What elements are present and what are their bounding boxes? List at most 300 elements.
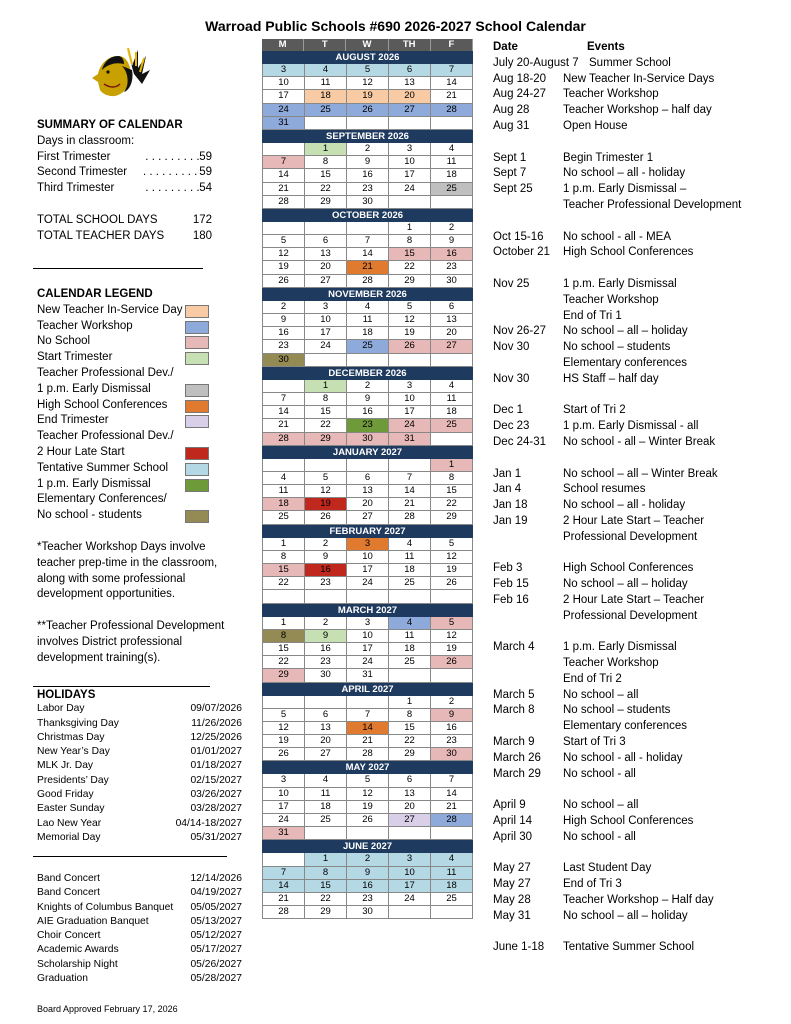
event-date: Nov 30 xyxy=(493,372,530,385)
footnote-line: development opportunities. xyxy=(37,588,176,601)
day-cell: 28 xyxy=(431,814,473,827)
event-text: Elementary conferences xyxy=(563,720,688,733)
day-cell: 29 xyxy=(389,748,431,761)
day-cell: 13 xyxy=(347,485,389,498)
day-cell: 14 xyxy=(431,77,473,90)
event-date: Sept 7 xyxy=(493,167,527,180)
month-header: JUNE 2027 xyxy=(262,840,473,853)
event-text: Teacher Workshop xyxy=(563,657,659,670)
day-cell xyxy=(389,196,431,209)
dot-leader: . . . . . . . . . xyxy=(143,182,200,195)
event-date: Aug 24-27 xyxy=(493,88,547,101)
day-cell: 4 xyxy=(389,538,431,551)
month-block xyxy=(262,525,473,604)
day-cell: 11 xyxy=(347,314,389,327)
day-cell: 11 xyxy=(431,156,473,169)
event-text: No school – all xyxy=(563,799,639,812)
day-cell: 13 xyxy=(431,314,473,327)
day-cell: 16 xyxy=(305,564,347,577)
day-cell: 9 xyxy=(262,314,305,327)
legend-swatch xyxy=(185,305,209,318)
day-cell xyxy=(389,906,431,919)
day-cell: 25 xyxy=(431,183,473,196)
school-event-date: 04/19/2027 xyxy=(190,887,242,899)
trimester-label: Third Trimester xyxy=(37,182,115,195)
day-cell: 15 xyxy=(431,485,473,498)
footnote-line: along with some professional xyxy=(37,572,186,585)
event-date: Sept 25 xyxy=(493,183,533,196)
week-row xyxy=(262,630,473,643)
school-event-row xyxy=(37,915,242,929)
day-cell: 8 xyxy=(305,156,347,169)
day-cell: 15 xyxy=(389,248,431,261)
day-cell: 18 xyxy=(262,498,305,511)
day-cell: 4 xyxy=(305,774,347,787)
day-cell: 27 xyxy=(431,340,473,353)
day-cell xyxy=(347,696,389,709)
event-text: HS Staff – half day xyxy=(563,372,659,385)
day-cell xyxy=(347,590,389,603)
holiday-name: Easter Sunday xyxy=(37,803,105,815)
month-header: DECEMBER 2026 xyxy=(262,367,473,380)
day-cell: 6 xyxy=(347,472,389,485)
event-text: Teacher Workshop xyxy=(563,88,659,101)
day-cell xyxy=(389,459,431,472)
day-cell xyxy=(347,827,389,840)
footnote xyxy=(37,619,257,666)
day-cell: 17 xyxy=(389,406,431,419)
week-row xyxy=(262,419,473,432)
day-cell: 6 xyxy=(389,64,431,77)
day-cell: 19 xyxy=(389,327,431,340)
week-row xyxy=(262,498,473,511)
day-cell: 12 xyxy=(431,630,473,643)
event-date: May 28 xyxy=(493,894,531,907)
event-date: March 9 xyxy=(493,736,535,749)
day-cell: 4 xyxy=(305,64,347,77)
day-cell: 5 xyxy=(347,774,389,787)
day-cell: 20 xyxy=(347,498,389,511)
day-cell: 13 xyxy=(305,722,347,735)
day-cell: 31 xyxy=(347,669,389,682)
week-row xyxy=(262,853,473,866)
day-cell xyxy=(305,696,347,709)
trimester-label: Second Trimester xyxy=(37,166,128,179)
holiday-row xyxy=(37,774,242,788)
week-row xyxy=(262,183,473,196)
holiday-date: 01/18/2027 xyxy=(190,760,242,772)
day-cell xyxy=(305,459,347,472)
school-event-date: 05/13/2027 xyxy=(190,915,242,927)
school-event-row xyxy=(37,929,242,943)
day-cell xyxy=(389,827,431,840)
event-date: March 8 xyxy=(493,704,535,717)
day-cell xyxy=(431,117,473,130)
trimester-label: First Trimester xyxy=(37,150,111,163)
day-cell: 18 xyxy=(389,643,431,656)
day-cell: 14 xyxy=(347,722,389,735)
day-cell: 16 xyxy=(262,327,305,340)
day-cell: 15 xyxy=(305,406,347,419)
week-row xyxy=(262,235,473,248)
day-cell: 31 xyxy=(389,433,431,446)
day-cell: 10 xyxy=(262,77,305,90)
day-cell: 31 xyxy=(262,827,305,840)
school-event-row xyxy=(37,958,242,972)
month-block xyxy=(262,288,473,367)
day-cell: 11 xyxy=(431,867,473,880)
week-row xyxy=(262,577,473,590)
day-cell xyxy=(305,827,347,840)
event-date: Jan 18 xyxy=(493,499,528,512)
day-cell xyxy=(431,669,473,682)
legend-swatch xyxy=(185,384,209,397)
day-cell: 9 xyxy=(347,393,389,406)
day-cell: 4 xyxy=(431,380,473,393)
day-cell: 29 xyxy=(305,433,347,446)
holiday-name: Labor Day xyxy=(37,703,85,715)
event-date: March 5 xyxy=(493,688,535,701)
day-cell: 18 xyxy=(431,406,473,419)
month-header: SEPTEMBER 2026 xyxy=(262,130,473,143)
week-row xyxy=(262,788,473,801)
day-cell: 24 xyxy=(389,419,431,432)
legend-item xyxy=(37,366,227,398)
event-date: July 20-August 7 xyxy=(493,56,579,69)
week-row xyxy=(262,709,473,722)
day-cell: 1 xyxy=(305,380,347,393)
dot-leader: . . . . . . . . . xyxy=(143,166,198,179)
day-cell: 17 xyxy=(347,643,389,656)
event-text: Elementary conferences xyxy=(563,356,688,369)
week-row xyxy=(262,656,473,669)
day-cell: 28 xyxy=(262,906,305,919)
day-cell: 24 xyxy=(389,183,431,196)
month-block xyxy=(262,761,473,840)
trimester-days: 59 xyxy=(199,150,212,163)
legend-label: Tentative Summer School xyxy=(37,461,169,474)
day-cell: 17 xyxy=(262,90,305,103)
event-text: High School Conferences xyxy=(563,246,694,259)
week-row xyxy=(262,314,473,327)
day-cell xyxy=(262,380,305,393)
week-row xyxy=(262,354,473,367)
week-row xyxy=(262,472,473,485)
day-cell: 14 xyxy=(389,485,431,498)
day-cell: 21 xyxy=(262,183,305,196)
day-cell: 1 xyxy=(262,538,305,551)
week-row xyxy=(262,90,473,103)
day-cell: 12 xyxy=(347,788,389,801)
week-row xyxy=(262,617,473,630)
event-text: Professional Development xyxy=(563,609,698,622)
event-date: Feb 15 xyxy=(493,578,529,591)
day-cell: 29 xyxy=(389,275,431,288)
legend-label: No School xyxy=(37,335,91,348)
days-label: Days in classroom: xyxy=(37,134,135,147)
day-cell: 27 xyxy=(347,511,389,524)
day-cell: 24 xyxy=(262,104,305,117)
day-cell: 19 xyxy=(347,801,389,814)
legend-label: Teacher Workshop xyxy=(37,319,133,332)
week-row xyxy=(262,485,473,498)
event-text: New Teacher In-Service Days xyxy=(563,72,715,85)
day-cell: 16 xyxy=(431,722,473,735)
day-cell: 15 xyxy=(262,643,305,656)
event-date: Jan 4 xyxy=(493,483,522,496)
day-cell: 4 xyxy=(431,143,473,156)
day-cell xyxy=(305,222,347,235)
event-date: Dec 23 xyxy=(493,420,530,433)
total-label: TOTAL TEACHER DAYS xyxy=(37,229,165,242)
day-cell xyxy=(431,433,473,446)
legend-label: 1 p.m. Early Dismissal xyxy=(37,382,151,395)
week-row xyxy=(262,393,473,406)
day-cell: 24 xyxy=(347,656,389,669)
day-cell: 30 xyxy=(305,669,347,682)
event-date: May 31 xyxy=(493,909,531,922)
events-header: Events xyxy=(587,41,625,53)
day-cell: 27 xyxy=(389,814,431,827)
school-event-date: 12/14/2026 xyxy=(190,873,242,884)
day-cell: 2 xyxy=(305,617,347,630)
day-cell: 27 xyxy=(389,104,431,117)
week-row xyxy=(262,538,473,551)
day-cell: 7 xyxy=(347,235,389,248)
day-cell: 17 xyxy=(347,564,389,577)
day-cell: 14 xyxy=(347,248,389,261)
event-text: Open House xyxy=(563,119,628,132)
legend-swatch xyxy=(185,463,209,476)
day-cell: 25 xyxy=(347,340,389,353)
holiday-date: 03/28/2027 xyxy=(190,803,242,815)
day-cell: 23 xyxy=(305,656,347,669)
day-cell: 24 xyxy=(389,893,431,906)
day-cell: 1 xyxy=(305,143,347,156)
legend-item xyxy=(37,461,227,477)
event-date: March 29 xyxy=(493,767,541,780)
day-cell: 26 xyxy=(389,340,431,353)
day-cell: 25 xyxy=(431,419,473,432)
school-event-name: AIE Graduation Banquet xyxy=(37,915,149,927)
holiday-name: MLK Jr. Day xyxy=(37,760,94,772)
day-cell: 12 xyxy=(347,77,389,90)
legend-item xyxy=(37,492,227,524)
week-row xyxy=(262,590,473,603)
day-cell: 25 xyxy=(262,511,305,524)
day-cell xyxy=(262,696,305,709)
legend-swatch xyxy=(185,479,209,492)
day-cell xyxy=(347,117,389,130)
legend-swatch xyxy=(185,400,209,413)
event-text: Summer School xyxy=(589,56,671,69)
day-cell: 19 xyxy=(262,735,305,748)
week-row xyxy=(262,696,473,709)
event-date: Nov 26-27 xyxy=(493,325,547,338)
day-cell: 5 xyxy=(431,538,473,551)
event-text: Begin Trimester 1 xyxy=(563,151,654,164)
week-row xyxy=(262,814,473,827)
day-cell: 13 xyxy=(305,248,347,261)
day-cell: 18 xyxy=(305,801,347,814)
week-row xyxy=(262,406,473,419)
week-row xyxy=(262,196,473,209)
month-header: MARCH 2027 xyxy=(262,604,473,617)
day-cell: 19 xyxy=(305,498,347,511)
date-header: Date xyxy=(493,41,518,53)
holiday-row xyxy=(37,731,242,745)
event-text: No school – students xyxy=(563,341,671,354)
holiday-row xyxy=(37,717,242,731)
legend-item xyxy=(37,429,227,461)
day-cell: 3 xyxy=(347,538,389,551)
day-cell: 3 xyxy=(262,64,305,77)
page-title: Warroad Public Schools #690 2026-2027 School Calendar xyxy=(205,18,586,34)
day-cell: 22 xyxy=(262,656,305,669)
day-cell: 10 xyxy=(389,393,431,406)
day-cell: 3 xyxy=(305,301,347,314)
school-event-name: Graduation xyxy=(37,973,88,985)
event-text: No school - all - MEA xyxy=(563,230,672,243)
month-block xyxy=(262,840,473,919)
day-cell: 21 xyxy=(347,261,389,274)
day-cell: 9 xyxy=(431,709,473,722)
event-text: No school - all xyxy=(563,830,636,843)
day-cell: 3 xyxy=(389,853,431,866)
day-cell: 2 xyxy=(431,696,473,709)
day-cell: 18 xyxy=(389,564,431,577)
legend-label: Teacher Professional Dev./ xyxy=(37,366,174,379)
school-event-date: 05/26/2027 xyxy=(190,958,242,970)
summary-heading: SUMMARY OF CALENDAR xyxy=(37,119,183,131)
day-cell: 21 xyxy=(262,893,305,906)
holiday-row xyxy=(37,702,242,716)
event-text: No school – all – holiday xyxy=(563,909,688,922)
event-date: Aug 28 xyxy=(493,104,530,117)
holiday-date: 11/26/2026 xyxy=(191,717,242,729)
event-text: 1 p.m. Early Dismissal – xyxy=(563,183,687,196)
event-text: School resumes xyxy=(563,483,646,496)
day-cell: 26 xyxy=(305,511,347,524)
holiday-row xyxy=(37,745,242,759)
event-text: 1 p.m. Early Dismissal xyxy=(563,641,677,654)
holiday-row xyxy=(37,831,242,845)
legend-heading: CALENDAR LEGEND xyxy=(37,288,153,300)
week-row xyxy=(262,564,473,577)
day-cell: 24 xyxy=(305,340,347,353)
day-cell: 7 xyxy=(262,156,305,169)
day-cell: 30 xyxy=(431,748,473,761)
day-cell: 21 xyxy=(389,498,431,511)
event-date: Feb 16 xyxy=(493,593,529,606)
event-date: October 21 xyxy=(493,246,550,259)
week-row xyxy=(262,893,473,906)
day-cell: 2 xyxy=(347,853,389,866)
event-text: No school – all - holiday xyxy=(563,167,686,180)
day-cell: 30 xyxy=(347,196,389,209)
day-cell xyxy=(389,669,431,682)
day-cell: 20 xyxy=(305,261,347,274)
weekday-label: M xyxy=(262,39,304,51)
day-cell: 28 xyxy=(262,196,305,209)
day-cell: 23 xyxy=(347,183,389,196)
day-cell: 8 xyxy=(262,551,305,564)
week-row xyxy=(262,722,473,735)
day-cell: 23 xyxy=(347,893,389,906)
board-approved-note: Board Approved February 17, 2026 xyxy=(37,1004,178,1014)
event-text: 1 p.m. Early Dismissal xyxy=(563,277,677,290)
day-cell xyxy=(262,590,305,603)
legend-item xyxy=(37,477,227,493)
day-cell: 8 xyxy=(262,630,305,643)
school-event-name: Academic Awards xyxy=(37,944,119,956)
school-event-row xyxy=(37,886,242,900)
day-cell: 17 xyxy=(305,327,347,340)
week-row xyxy=(262,77,473,90)
legend-swatch xyxy=(185,352,209,365)
day-cell: 23 xyxy=(431,261,473,274)
day-cell: 11 xyxy=(305,788,347,801)
event-text: No school – students xyxy=(563,704,671,717)
week-row xyxy=(262,459,473,472)
trimester-days: 54 xyxy=(199,182,212,195)
day-cell: 6 xyxy=(431,301,473,314)
legend-swatch xyxy=(185,321,209,334)
month-header: MAY 2027 xyxy=(262,761,473,774)
school-event-row xyxy=(37,901,242,915)
school-event-name: Knights of Columbus Banquet xyxy=(37,901,174,913)
month-block xyxy=(262,130,473,209)
day-cell: 24 xyxy=(262,814,305,827)
event-date: May 27 xyxy=(493,878,531,891)
holiday-date: 09/07/2026 xyxy=(190,703,242,715)
holiday-row xyxy=(37,817,242,831)
holiday-name: Good Friday xyxy=(37,789,94,801)
day-cell xyxy=(431,196,473,209)
holidays-heading: HOLIDAYS xyxy=(37,689,96,701)
day-cell: 2 xyxy=(305,538,347,551)
day-cell: 2 xyxy=(347,380,389,393)
day-cell: 25 xyxy=(305,104,347,117)
day-cell: 14 xyxy=(262,880,305,893)
week-row xyxy=(262,380,473,393)
day-cell: 18 xyxy=(305,90,347,103)
holiday-row xyxy=(37,802,242,816)
week-row xyxy=(262,748,473,761)
day-cell xyxy=(431,354,473,367)
day-cell xyxy=(431,590,473,603)
week-row xyxy=(262,827,473,840)
weekday-header xyxy=(262,39,473,51)
event-date: Nov 30 xyxy=(493,341,530,354)
event-text: No school – all - holiday xyxy=(563,499,686,512)
holiday-name: Memorial Day xyxy=(37,831,101,843)
school-event-row xyxy=(37,972,242,986)
school-event-row xyxy=(37,943,242,957)
day-cell: 29 xyxy=(431,511,473,524)
legend-item xyxy=(37,319,227,335)
day-cell: 3 xyxy=(389,380,431,393)
school-event-name: Band Concert xyxy=(37,873,100,884)
day-cell: 26 xyxy=(262,275,305,288)
day-cell: 10 xyxy=(347,630,389,643)
day-cell xyxy=(262,143,305,156)
month-header: FEBRUARY 2027 xyxy=(262,525,473,538)
total-value: 172 xyxy=(192,213,212,226)
holiday-name: Thanksgiving Day xyxy=(37,717,119,729)
event-text: Teacher Professional Development xyxy=(563,198,742,211)
day-cell: 9 xyxy=(305,551,347,564)
